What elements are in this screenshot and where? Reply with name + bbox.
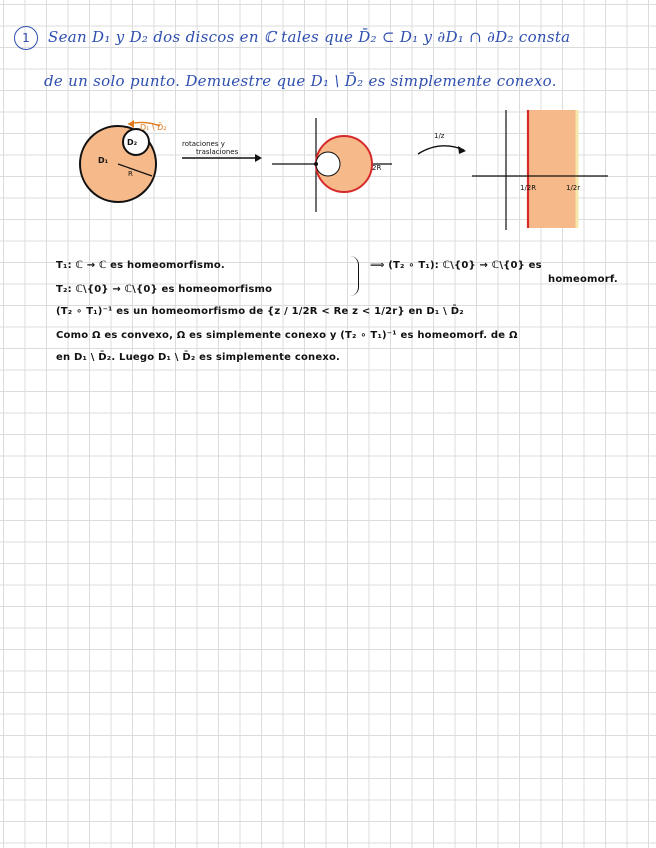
arrow2-head bbox=[458, 146, 466, 154]
strip-label-left: 1/2R bbox=[520, 184, 537, 192]
middle-inner-disk bbox=[316, 152, 340, 176]
d2-label: D₂ bbox=[127, 138, 138, 147]
statement-line-1: Sean D₁ y D₂ dos discos en ℂ tales que D̄₂ ⊂ D₁ y ∂D₁ ∩ ∂D₂ consta bbox=[48, 28, 571, 46]
note-line-1b: ⟹ (T₂ ∘ T₁): ℂ\{0} → ℂ\{0} es bbox=[370, 260, 542, 271]
note-line-1: T₁: ℂ → ℂ es homeomorfismo. bbox=[56, 260, 225, 271]
arrow1-label-line2: traslaciones bbox=[196, 148, 239, 156]
arrow1-head bbox=[255, 154, 262, 162]
arrow2-curve bbox=[418, 146, 464, 154]
note-line-5: en D₁ \ D̄₂. Luego D₁ \ D̄₂ es simplemente conexo. bbox=[56, 352, 341, 363]
exercise-number: 1 bbox=[14, 26, 38, 50]
d1-label: D₁ bbox=[98, 156, 109, 165]
statement-line-2: de un solo punto. Demuestre que D₁ \ D̄₂ es simplemente conexo. bbox=[44, 72, 557, 90]
radius-label: R bbox=[128, 170, 133, 178]
middle-sketch bbox=[272, 118, 392, 212]
note-line-2: T₂: ℂ\{0} → ℂ\{0} es homeomorfismo bbox=[56, 284, 273, 295]
note-line-4: Como Ω es convexo, Ω es simplemente conexo y (T₂ ∘ T₁)⁻¹ es homeomorf. de Ω bbox=[56, 330, 518, 341]
difference-label: D₁ \ D̄₂ bbox=[140, 123, 167, 132]
arrow2-label: 1/z bbox=[434, 132, 445, 140]
proof-figure bbox=[0, 100, 656, 330]
arrow-transform-2 bbox=[418, 132, 466, 154]
middle-axis-label: 2R bbox=[372, 164, 382, 172]
strip-label-right: 1/2r bbox=[566, 184, 581, 192]
arrow1-label-line1: rotaciones y bbox=[182, 140, 225, 148]
notes-brace bbox=[350, 256, 359, 296]
note-line-1c: homeomorf. bbox=[548, 274, 618, 285]
disk-sketch bbox=[80, 120, 167, 202]
origin-point bbox=[314, 162, 318, 166]
arrow-transform-1 bbox=[182, 140, 262, 162]
strip-sketch bbox=[472, 110, 608, 230]
note-line-3: (T₂ ∘ T₁)⁻¹ es un homeomorfismo de {z / 1/2R < Re z < 1/2r} en D₁ \ D̄₂ bbox=[56, 306, 464, 317]
strip-fill bbox=[528, 110, 576, 228]
